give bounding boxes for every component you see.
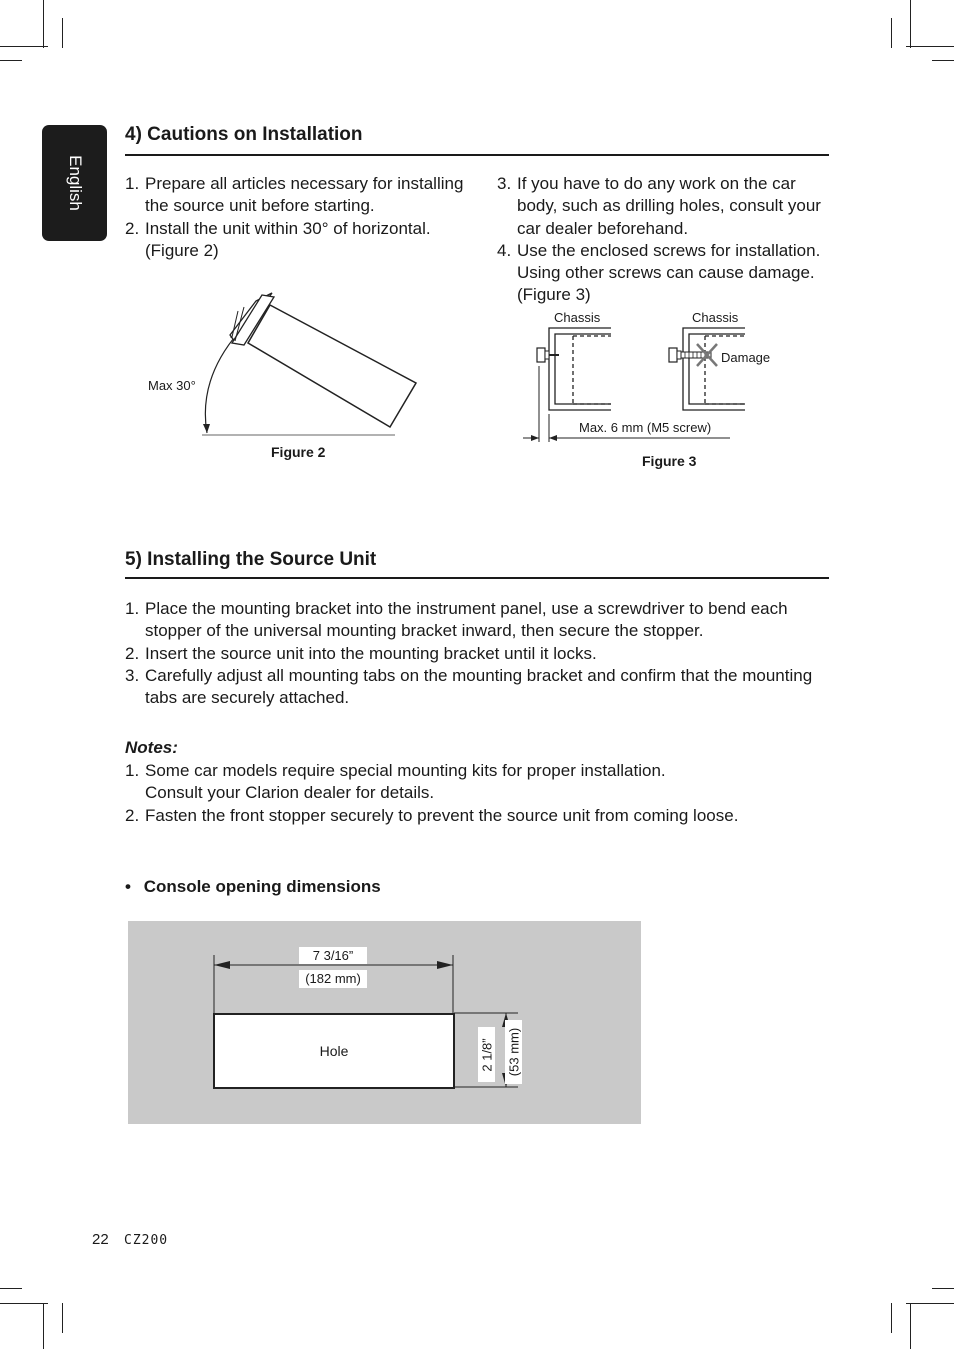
console-height-mm-box [505,1020,522,1084]
console-hole-label: Hole [319,1043,349,1059]
language-tab-label: English [65,155,85,211]
notes-title: Notes: [125,738,178,757]
list-item: 2. Fasten the front stopper securely to prevent the source unit from coming loose. [125,805,739,825]
section5-rule [125,577,829,579]
model-name: CZ200 [124,1233,169,1248]
bullet: • [125,877,131,896]
figure3-screw-label: Max. 6 mm (M5 screw) [579,420,712,435]
list-item: 3. Carefully adjust all mounting tabs on the mounting bracket and confirm that the mounting tabs are securely attached. [125,665,813,708]
figure2-diagram [140,285,430,445]
figure3-damage-label: Damage [721,350,771,365]
list-item: 2. Insert the source unit into the mounting bracket until it locks. [125,643,597,663]
list-item: 3. If you have to do any work on the car body, such as drilling holes, consult your car dealer beforehand. [497,174,821,238]
language-tab [42,125,107,241]
notes-list [125,760,825,827]
console-heading [125,877,381,897]
console-height-mm: (53 mm) [506,1027,521,1077]
section5-list [125,598,815,709]
figure2-caption: Figure 2 [271,444,326,460]
figure2-angle-label: Max 30° [148,378,196,393]
page-number: 22 [92,1231,109,1248]
section4-left-list [125,173,465,262]
section5-title: 5) Installing the Source Unit [125,549,377,570]
list-item: 2. Install the unit within 30° of horizontal. (Figure 2) [125,218,431,260]
list-item: 4. Use the enclosed screws for installation. Using other screws can cause damage. (Figure 3) [497,240,821,305]
figure3-caption: Figure 3 [642,453,697,469]
console-width-in: 7 3/16” [299,947,367,964]
section4-title: 4) Cautions on Installation [125,124,363,145]
console-height-in-box [478,1027,495,1082]
section4-right-list [497,173,829,307]
list-item: 1. Prepare all articles necessary for installing the source unit before starting. [125,174,464,216]
figure3-chassis-label-left: Chassis [554,310,601,325]
console-title: Console opening dimensions [143,877,381,896]
figure3-chassis-label-right: Chassis [692,310,739,325]
list-item: 1. Some car models require special mounting kits for proper installation. Consult your Clarion dealer for details. [125,761,666,803]
console-height-in: 2 1/8” [479,1037,494,1072]
console-hole [213,1013,455,1089]
list-item: 1. Place the mounting bracket into the instrument panel, use a screwdriver to bend each stopper of the universal mounting bracket inward, then secure the stopper. [125,599,788,641]
section4-rule [125,154,829,156]
console-width-mm: (182 mm) [299,970,367,988]
